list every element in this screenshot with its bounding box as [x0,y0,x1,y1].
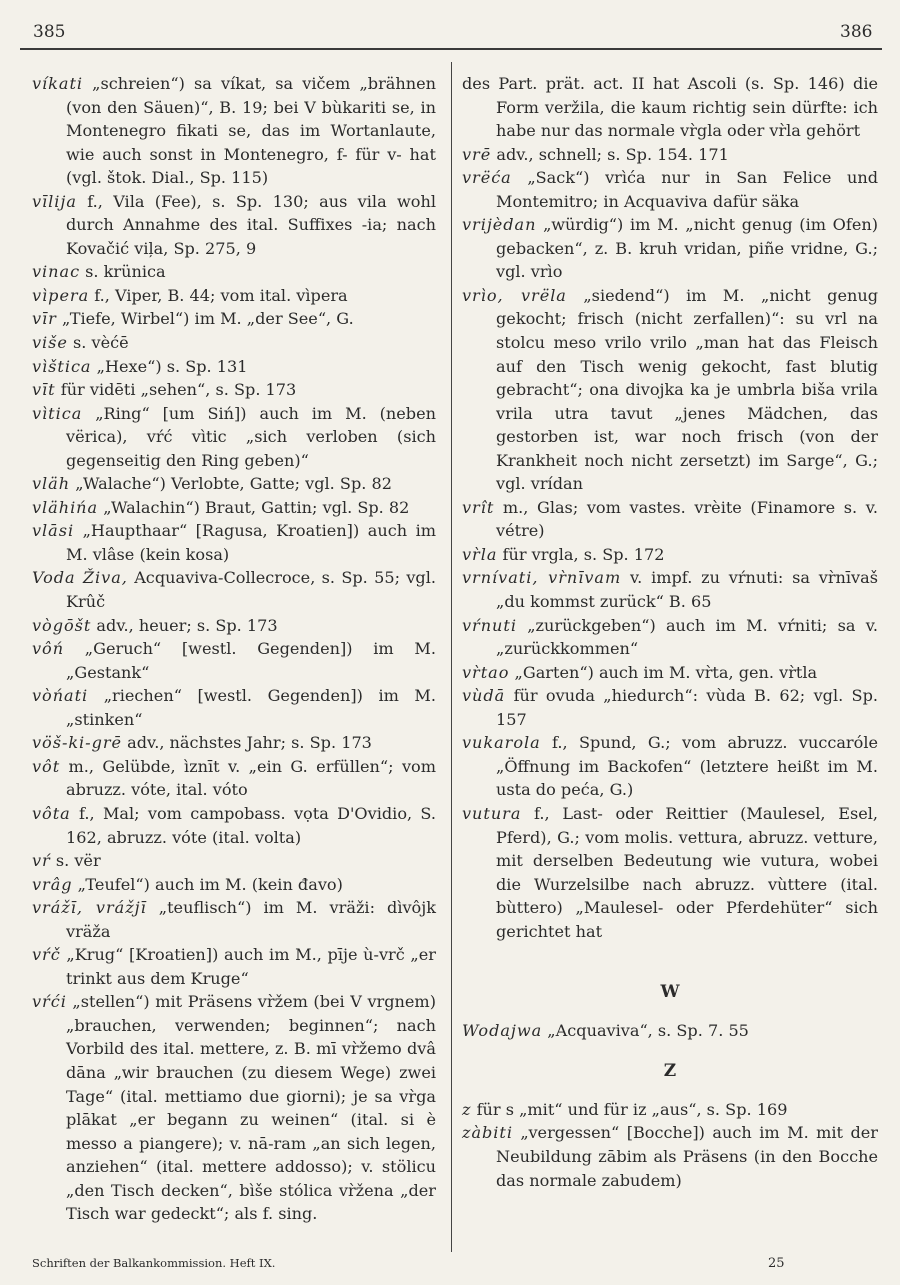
entry-definition: adv., heuer; s. Sp. 173 [96,615,278,635]
entry-definition: „Walache“) Verlobte, Gatte; vgl. Sp. 82 [75,474,392,494]
entry-headword: vŕč [32,945,61,965]
left-column [32,72,436,1226]
dictionary-entry [32,472,436,496]
entry-definition: „Garten“) auch im M. vr̀ta, gen. vr̀tla [514,662,818,682]
entry-definition: Acquaviva-Collecroce, s. Sp. 55; vgl. Krûč [66,568,436,612]
entry-headword: z [462,1099,472,1119]
dictionary-entry [32,755,436,802]
entry-definition: für ovuda „hiedurch“: vùda B. 62; vgl. Sp. 157 [496,686,878,729]
dictionary-entry [32,566,436,613]
page-number-right: 386 [840,22,873,42]
entry-headword: vòńati [32,686,89,706]
entry-definition: für s „mit“ und für iz „aus“, s. Sp. 169 [476,1099,788,1119]
dictionary-entry [32,331,436,355]
dictionary-entry [32,990,436,1225]
entry-headword: Voda Živa, [32,568,128,588]
entry-definition: f., Last- oder Reittier (Maulesel, Esel, Pferd), G.; vom molis. vettura, abruzz. vetture, mit derselben Bedeutung wie vutura, wobei die Wurzelsilbe nach abruzz. vùttere (ital. bùttero) „Maulesel- oder Pferdehüter“ sich gerichtet hat [496,803,878,941]
entry-headword: vôt [32,756,61,776]
dictionary-entry [32,355,436,379]
footer-signature: 25 [768,1256,785,1271]
dictionary-entry [462,684,878,731]
dictionary-entry [462,731,878,802]
dictionary-entry [462,143,878,167]
column-divider [451,62,452,1252]
dictionary-entry [32,896,436,943]
dictionary-entry [32,519,436,566]
entry-headword: Wodajwa [462,1020,543,1040]
entry-definition: f., Mal; vom campobass. vọta D'Ovidio, S. 162, abruzz. vóte (ital. volta) [66,803,436,847]
dictionary-entry [32,260,436,284]
entry-definition: s. krünica [85,262,166,282]
dictionary-entry [32,637,436,684]
dictionary-entry [462,72,878,143]
dictionary-entry [462,566,878,613]
entry-definition: f., Vila (Fee), s. Sp. 130; aus vila wohl durch Annahme des ital. Suffixes -ia; nach Kovačić viļa, Sp. 275, 9 [66,191,436,258]
entry-definition: adv., schnell; s. Sp. 154. 171 [496,144,729,164]
right-column [462,72,878,1192]
dictionary-entry [32,402,436,473]
entry-headword: vrëća [462,168,512,188]
entry-definition: „Tiefe, Wirbel“) im M. „der See“, G. [61,309,354,329]
entry-headword: vùdā [462,686,506,706]
entry-headword: vrâg [32,874,73,894]
dictionary-entry [462,802,878,943]
entry-definition: „Haupthaar“ [Ragusa, Kroatien]) auch im M. vlâse (kein kosa) [66,521,436,564]
dictionary-entry [462,543,878,567]
entry-headword: vŕnuti [462,615,517,635]
dictionary-entry [32,684,436,731]
dictionary-entry [32,802,436,849]
entry-headword: vrît [462,497,495,517]
entry-headword: vīlija [32,191,77,211]
entry-headword: vôń [32,639,65,659]
dictionary-entry [462,284,878,496]
entry-headword: vrijèdan [462,215,537,235]
entry-definition: „stellen“) mit Präsens vr̀žem (bei V vrgnem) „brauchen, verwenden; beginnen“; nach Vorbild des ital. mettere, z. B. mī vr̀žemo dvâ dāna „wir brauchen (zu diesem Wege) zwei Tage“ (ital. mettiamo due giorni); je sa vr̀ga plākat „er begann zu weinen“ (ital. si è messo a piangere); v. nā-ram „an sich legen, anziehen“ (ital. mettere addosso); v. stölicu „den Tisch decken“, bìše stólica vr̀žena „der Tisch war gedeckt“; als f. sing. [66,992,436,1224]
entry-headword: vöš-ki-grē [32,733,122,753]
entry-definition: „Hexe“) s. Sp. 131 [96,356,248,376]
entry-definition: s. vër [55,851,101,871]
header-rule [20,48,882,50]
entry-headword: vīt [32,380,56,400]
entry-definition: „Geruch“ [westl. Gegenden]) im M. „Gestank“ [66,639,436,682]
entry-headword: vŕći [32,992,67,1012]
dictionary-entry [32,307,436,331]
dictionary-entry [32,943,436,990]
entry-definition: für vidēti „sehen“, s. Sp. 173 [60,380,297,400]
entry-headword: vlāsi [32,521,75,541]
footer-series: Schriften der Balkankommission. Heft IX. [32,1256,276,1270]
entry-definition: „würdig“) im M. „nicht genug (im Ofen) gebacken“, z. B. kruh vridan, piñe vridne, G.; vgl. vrìo [496,215,878,282]
dictionary-entry [462,1121,878,1192]
entry-headword: vrážī, vrážjī [32,898,147,918]
dictionary-entry [32,72,436,190]
entry-definition: f., Spund, G.; vom abruzz. vuccaróle „Öffnung im Backofen“ (letztere heißt im M. usta do peća, G.) [496,733,878,800]
entry-definition: „vergessen“ [Bocche]) auch im M. mit der Neubildung zābim als Präsens (in den Bocche das normale zabudem) [496,1123,878,1190]
section-letter-w: W [660,982,680,1003]
entry-headword: zàbiti [462,1123,513,1143]
entry-headword: vīr [32,309,57,329]
dictionary-entry [462,1098,878,1122]
entry-headword: vlähińa [32,497,99,517]
entry-definition: m., Gelübde, ìznīt v. „ein G. erfüllen“; vom abruzz. vóte, ital. vóto [66,756,436,800]
entry-headword: vìtica [32,403,83,423]
entry-definition: s. vèćē [73,333,129,353]
dictionary-entry [462,213,878,284]
entry-headword: vr̀tao [462,662,510,682]
entry-definition: „Ring“ [um Siń]) auch im M. (neben vërica), vŕć vìtic „sich verloben (sich gegenseitig den Ring geben)“ [66,403,436,470]
entry-headword: vrnívati, vr̀nīvam [462,568,622,588]
dictionary-entry [462,614,878,661]
entry-headword: vläh [32,474,71,494]
entry-definition: adv., nächstes Jahr; s. Sp. 173 [127,733,372,753]
entry-headword: vŕ [32,851,51,871]
entry-headword: víkati [32,74,83,93]
entry-definition: „schreien“) sa víkat, sa vičem „brähnen (von den Säuen)“, B. 19; bei V bùkariti se, in Montenegro fikati se, das im Wortanlaute, wie auch sonst in Montenegro, f- für v- hat (vgl. štok. Dial., Sp. 115) [66,74,436,188]
entry-definition: des Part. prät. act. II hat Ascoli (s. Sp. 146) die Form veržila, die kaum richtig sein dürfte: ich habe nur das normale vr̀gla oder vr̀la gehört [462,74,878,141]
dictionary-entry [462,496,878,543]
entry-headword: vukarola [462,733,541,753]
entry-headword: vr̀la [462,544,498,564]
entry-definition: „Acquaviva“, s. Sp. 7. 55 [547,1020,749,1040]
entry-definition: m., Glas; vom vastes. vrèite (Finamore s. v. vétre) [496,497,879,541]
entry-definition: „Walachin“) Braut, Gattin; vgl. Sp. 82 [103,497,410,517]
dictionary-entry [462,661,878,685]
entry-definition: „Sack“) vrìća nur in San Felice und Montemitro; in Acquaviva dafür säka [496,168,878,211]
entry-definition: v. impf. zu vŕnuti: sa vr̀nīvaš „du kommst zurück“ B. 65 [496,568,878,612]
dictionary-entry [32,190,436,261]
dictionary-entry [32,378,436,402]
dictionary-entry [32,873,436,897]
entry-definition: „riechen“ [westl. Gegenden]) im M. „stinken“ [66,686,436,729]
entry-headword: vògōšt [32,615,92,635]
entry-definition: „zurückgeben“) auch im M. vŕniti; sa v. „zurückkommen“ [496,615,878,659]
entry-headword: više [32,333,68,353]
entry-definition: für vrgla, s. Sp. 172 [502,544,665,564]
section-letter-z: Z [663,1061,677,1082]
dictionary-entry [32,731,436,755]
dictionary-entry [32,284,436,308]
entry-definition: „Teufel“) auch im M. (kein đavo) [77,874,343,894]
entry-headword: vôta [32,803,71,823]
dictionary-entry [32,496,436,520]
entry-headword: vrìo, vrëla [462,285,567,305]
dictionary-entry [462,1019,878,1043]
entry-headword: vrē [462,144,492,164]
page-number-left: 385 [33,22,66,42]
entry-headword: vìštica [32,356,92,376]
entry-definition: „teuflisch“) im M. vräži: dìvôjk vräža [66,898,436,941]
entry-headword: vutura [462,803,522,823]
dictionary-entry [32,849,436,873]
dictionary-entry [462,166,878,213]
entry-definition: „siedend“) im M. „nicht genug gekocht; frisch (nicht zerfallen)“: su vrl na stolcu meso vrilo vrilo „man hat das Fleisch auf den Tisch wenig gekocht, fast blutig gebracht“; ona divojka ka je umbrla biša vrila vrila utra tavut „jenes Mädchen, das gestorben ist, war noch frisch (von der Krankheit noch nicht zersetzt) im Sarge“, G.; vgl. vrídan [496,285,878,494]
entry-headword: vìpera [32,285,90,305]
entry-definition: f., Viper, B. 44; vom ital. vìpera [94,285,348,305]
entry-definition: „Krug“ [Kroatien]) auch im M., pīje ù-vrč „er trinkt aus dem Kruge“ [66,945,436,988]
entry-headword: vinac [32,262,81,282]
dictionary-entry [32,614,436,638]
